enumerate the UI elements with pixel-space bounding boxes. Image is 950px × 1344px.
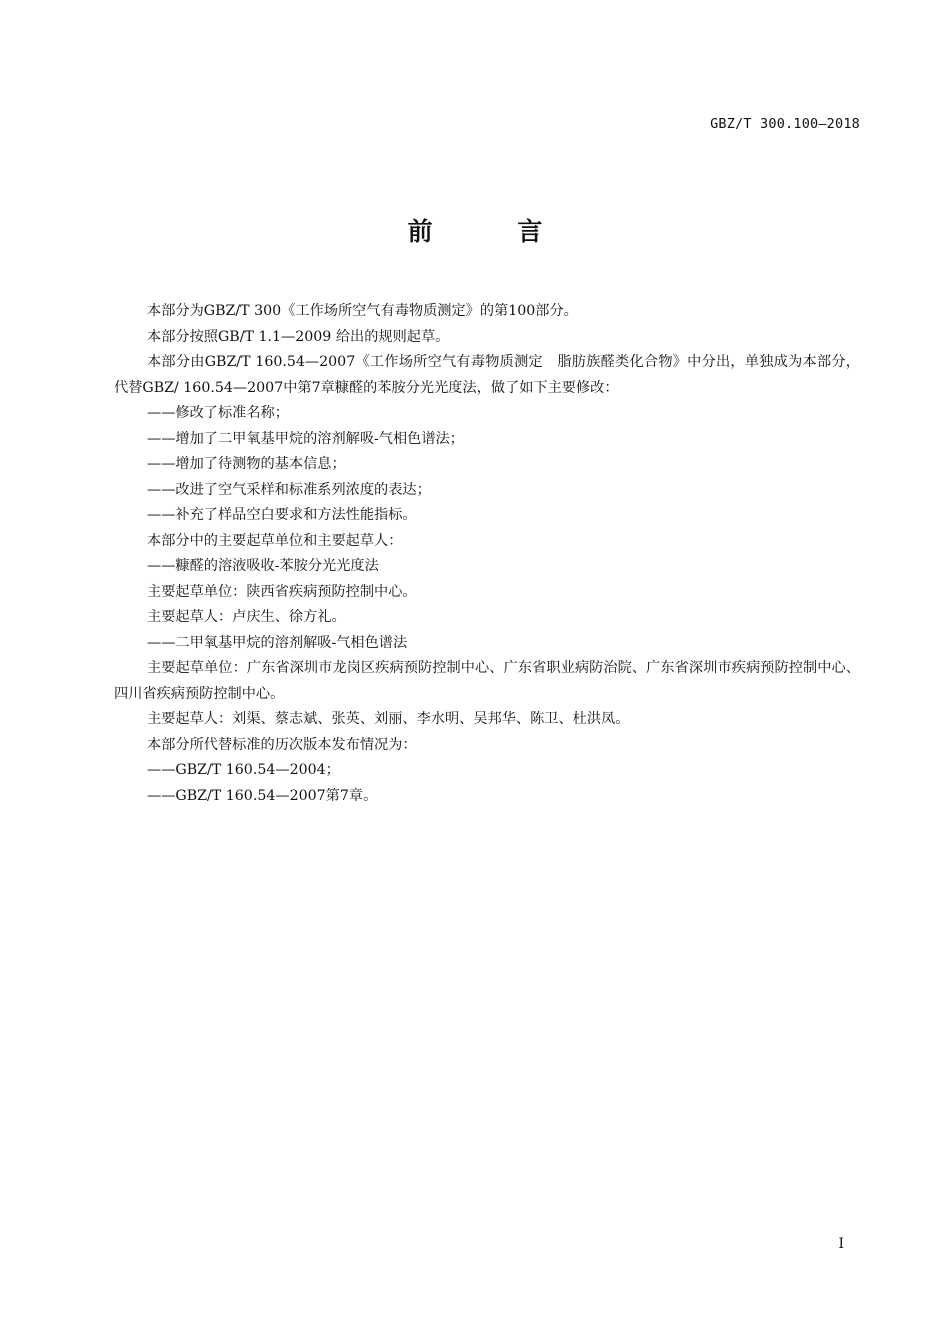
paragraph-drafting-rules: 本部分按照GB/T 1.1—2009 给出的规则起草。 [147,328,450,345]
paragraph-history-intro: 本部分所代替标准的历次版本发布情况为： [147,736,417,753]
paragraph-drafters: 主要起草人：卢庆生、徐方礼。 [147,609,346,625]
list-item-history: ——GBZ/T 160.54—2004； [147,762,340,778]
list-item-change: ——补充了样品空白要求和方法性能指标。 [147,507,417,523]
list-item-change: ——修改了标准名称； [147,405,289,421]
paragraph-drafting-units: 主要起草单位：陕西省疾病预防控制中心。 [147,583,417,600]
list-item-method: ——糠醛的溶液吸收-苯胺分光光度法 [147,558,379,574]
paragraph-replacement: 本部分由GBZ/T 160.54—2007《工作场所空气有毒物质测定 脂肪族醛类化合物》中分出，单独成为本部分，代替GBZ/ 160.54—2007中第7章糠醛的苯胺分光光度法，做了如下主要修改： [114,354,860,396]
paragraph-drafting-units: 主要起草单位：广东省深圳市龙岗区疾病预防控制中心、广东省职业病防治院、广东省深圳市疾病预防控制中心、四川省疾病预防控制中心。 [114,660,860,702]
list-item-history: ——GBZ/T 160.54—2007第7章。 [147,787,378,804]
paragraph-drafters-intro: 本部分中的主要起草单位和主要起草人： [147,532,403,549]
standard-code: GBZ/T 300.100—2018 [710,116,860,132]
list-item-change: ——改进了空气采样和标准系列浓度的表达； [147,481,431,498]
list-item-change: ——增加了二甲氧基甲烷的溶剂解吸-气相色谱法； [147,430,464,447]
list-item-method: ——二甲氧基甲烷的溶剂解吸-气相色谱法 [147,634,408,651]
page-number: I [838,1236,844,1252]
foreword-body [114,299,860,809]
paragraph-part-intro: 本部分为GBZ/T 300《工作场所空气有毒物质测定》的第100部分。 [147,303,578,319]
paragraph-drafters: 主要起草人：刘渠、蔡志斌、张英、刘丽、李水明、吴邦华、陈卫、杜洪凤。 [147,711,630,727]
page-title: 前 言 [407,217,581,246]
list-item-change: ——增加了待测物的基本信息； [147,456,346,472]
